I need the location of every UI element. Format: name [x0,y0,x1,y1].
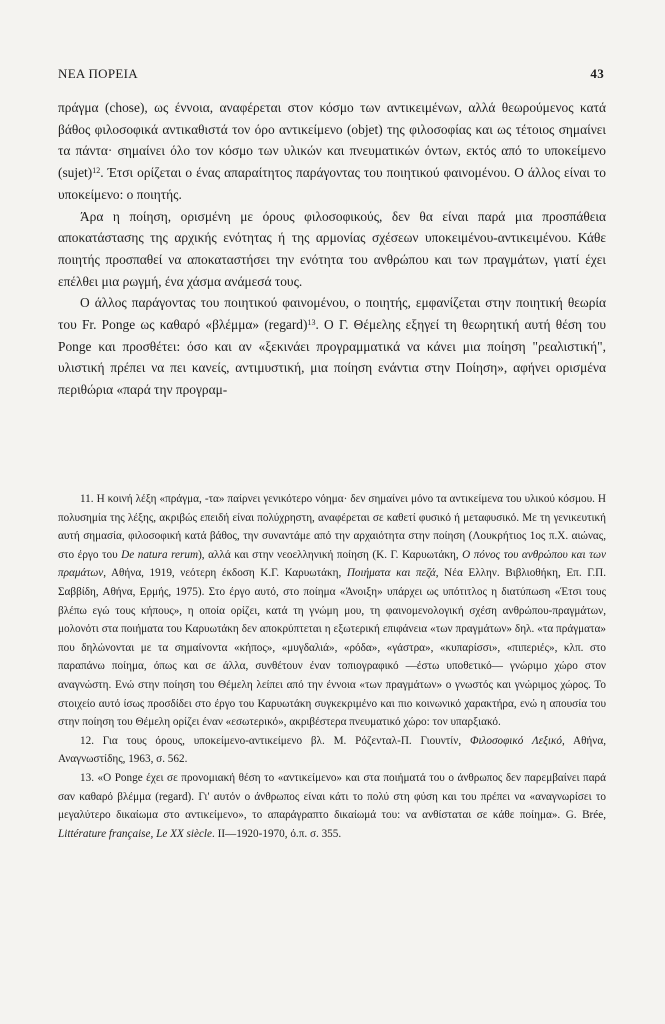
paragraph-3: Ο άλλος παράγοντας του ποιητικού φαινομένου, ο ποιητής, εμφανίζεται στην ποιητική θεωρία του Fr. Ponge ως καθαρό «βλέμμα» (regard)$^{13}$. Ο Γ. Θέμελης εξηγεί τη θεωρητική αυτή θέση του Ponge και προσθέτει: όσο και αν «ξεκινάει προγραμματικά να κάνει μια ποίηση "ρεαλιστική", υλιστική πρέπει να πει κανείς, αντιμυστική, μια ποίηση ενάντια στην Ποίηση», αφήνει ορισμένα περιθώρια «παρά την προγραμ- [58,295,606,398]
paragraph-2: Άρα η ποίηση, ορισμένη με όρους φιλοσοφικούς, δεν θα είναι παρά μια προσπάθεια αποκατάστασης της αρχικής ενότητας ή της αρμονίας σχέσεων υποκειμένου-αντικειμένου. Κάθε ποιητής προσπαθεί να αποκαταστήσει την ενότητα του ανθρώπου και των πραγμάτων, γιατί έχει επέλθει μια ρωγμή, ένα χάσμα ανάμεσά τους. [58,208,606,289]
main-text [58,97,606,401]
footnote-13: 13. «Ο Ponge έχει σε προνομιακή θέση το «αντικείμενο» και στα ποιήματά του ο άνθρωπος δεν παρεμβαίνει παρά σαν καθαρό βλέμμα (regard). Γι' αυτόν ο άνθρωπος είναι κάτι το πολύ στη φύση και του πρέπει να «αναγνωρίσει το μεγαλύτερο δικαίωμα στο αντικείμενο», το απαράγραπτο δικαίωμά του: να ανθίσταται σε κάθε ποίημα». G. Brée, Littérature française, Le XX siècle. II—1920-1970, ό.π. σ. 355. [58,771,606,840]
paragraph-1: πράγμα (chose), ως έννοια, αναφέρεται στον κόσμο των αντικειμένων, αλλά θεωρούμενος κατά βάθος φιλοσοφικά αντικαθιστά τον όρο αντικείμενο (objet) της φιλοσοφίας και ως τέτοιος σημαίνει τα πάντα· σημαίνει όλο τον κόσμο των υλικών και πνευματικών όντων, εκτός από το υποκείμενο (sujet)$^{12}$. Έτσι ορίζεται ο ένας απαραίτητος παράγοντας του ποιητικού φαινομένου. Ο άλλος είναι το υποκείμενο: ο ποιητής. [58,100,606,202]
footnote-12: 12. Για τους όρους, υποκείμενο-αντικείμενο βλ. Μ. Ρόζενταλ-Π. Γιουντίν, Φιλοσοφικό Λεξικό, Αθήνα, Αναγνωστίδης, 1963, σ. 562. [58,734,607,766]
footnote-11: 11. Η κοινή λέξη «πράγμα, -τα» παίρνει γενικότερο νόημα· δεν σημαίνει μόνο τα αντικείμενα του υλικού κόσμου. Η πολυσημία της λέξης, ακριβώς επειδή είναι πολύχρηστη, αναφέρεται σε καθετί φυσικό ή μεταφυσικό. Με τη γενικευτική αυτή σημασία, φιλοσοφική κατά βάθος, την συναντάμε από την αρχαιότητα στην ποίηση (Λουκρήτιος 1ος π.Χ. αιώνας, στο έργο του De natura rerum), αλλά και στην νεοελληνική ποίηση (Κ. Γ. Καρυωτάκη, Ο πόνος του ανθρώπου και των πραμάτων, Αθήνα, 1919, νεότερη έκδοση Κ.Γ. Καρυωτάκη, Ποιήματα και πεζά, Νέα Ελλην. Βιβλιοθήκη, Επ. Γ.Π. Σαββίδη, Αθήνα, Ερμής, 1975). Στο έργο αυτό, στο ποίημα «Άνοιξη» υπάρχει ως υπότιτλος η διατύπωση «Έτσι τους βλέπω εγώ τους κήπους», η οποία ορίζει, κατά τη γνώμη μου, τη φαινομενολογική σχέση ανθρώπου-πραγμάτων, μολονότι στα ποιήματα του Καρυωτάκη δεν αποκρύπτεται η εξωτερική επιφάνεια «των πραγμάτων» δηλ. «τα πράγματα» που δηλώνονται με τα σημαίνοντα «κήπος», «μυγδαλιά», «ρόδα», «γάστρα», «κυπαρίσσι», «πιπεριές», κλπ. στο παραπάνω ποίημα, όπως και σε άλλα, συνθέτουν έναν τοπιογραφικό —έστω υποθετικό— γνώριμο χώρο στον αναγνώστη. Ενώ στην ποίηση του Θέμελη λείπει από την έννοια «των πραγμάτων» ο γνωστός και γνώριμος χώρος. Το στοιχείο αυτό ίσως προσδίδει στο έργο του Καρυωτάκη συγκεκριμένο και πιο κοινωνικό χαρακτήρα, ενώ η απουσία του στην ποίηση του Θέμελη ορίζει έναν «εσωτερικό», ακριβέστερα πνευματικό χώρο: τον υπαρξιακό. [58,493,607,729]
footnotes [58,490,606,843]
journal-title: ΝΕΑ ΠΟΡΕΙΑ [58,66,138,81]
page-number: 43 [590,66,604,81]
footnote-ref-12[interactable]: 12 [92,166,101,176]
running-head [58,66,604,84]
footnote-ref-13[interactable]: 13 [307,318,316,328]
